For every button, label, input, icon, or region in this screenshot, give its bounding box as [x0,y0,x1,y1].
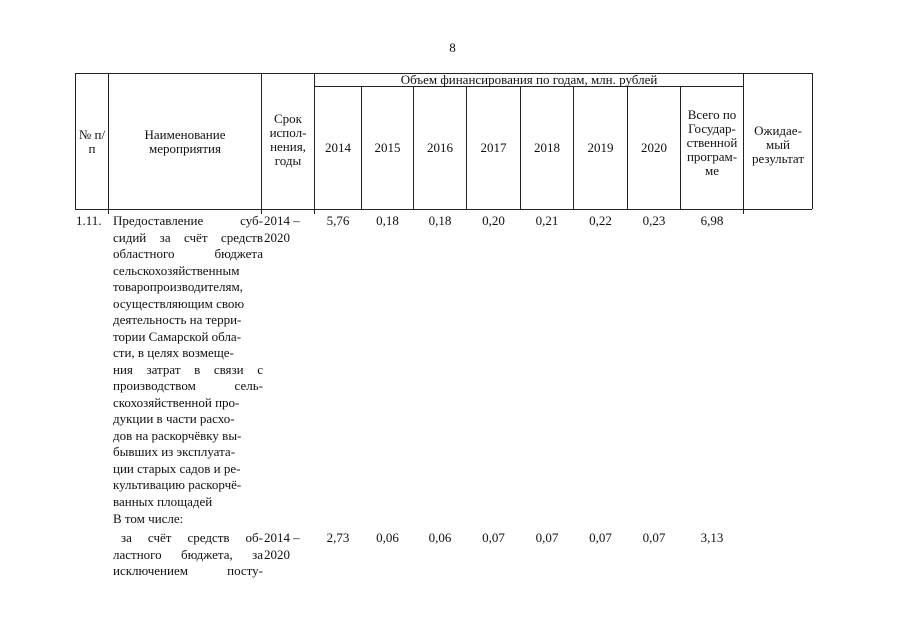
value-2014: 5,76 [326,213,350,228]
row-name [113,213,263,510]
header-funding: Объем финансирования по годам, млн. рублей [400,71,658,87]
name-line: бывших из эксплуата- [113,444,236,459]
row-number: 1.11. [76,213,102,228]
name-line: культивацию раскорчё- [113,477,242,492]
term-line: 2020 [264,229,290,245]
name-line: ции старых садов и ре- [113,460,241,476]
name-line: за счёт средств об- [121,530,263,545]
name-line: областного бюджета [113,246,263,261]
header-year-2019: 2019 [587,140,614,155]
name-line: осуществляющим свою [113,295,245,311]
header-year-2017: 2017 [480,140,507,155]
value-2020: 0,07 [642,530,666,545]
header-result: Ожидае-мый результат [751,123,805,166]
row-name [113,511,263,528]
value-2018: 0,21 [535,213,559,228]
header-total: Всего по Государ-ственной програм-ме [686,107,738,178]
value-total: 3,13 [700,530,724,545]
row-name [113,530,263,580]
value-2019: 0,22 [589,213,612,228]
page-number: 8 [449,40,456,55]
name-line: сти, в целях возмеще- [113,345,234,360]
name-line: тории Самарской обла- [113,328,242,344]
name-line: исключением посту- [113,563,263,578]
name-line: производством сель- [113,378,263,393]
name-line: сидий за счёт средств [113,229,263,245]
value-2015: 0,06 [376,530,399,545]
value-2017: 0,20 [482,213,505,228]
name-line: Предоставление суб- [113,213,263,228]
header-term: Срок испол-нения, годы [269,111,307,168]
row-term [264,213,312,246]
name-line: В том числе: [113,511,184,526]
header-year-2018: 2018 [534,140,560,155]
header-year-2015: 2015 [374,140,401,155]
value-2019: 0,07 [589,530,612,545]
header-year-2014: 2014 [325,140,351,155]
name-line: скохозяйственной про- [113,394,240,410]
value-2015: 0,18 [376,213,399,228]
value-2020: 0,23 [642,213,666,228]
name-line: дов на раскорчёвку вы- [113,427,242,443]
row-term [264,530,312,563]
value-total: 6,98 [700,213,724,228]
term-line: 2020 [264,546,290,562]
name-line: дукции в части расхо- [113,411,235,426]
name-line: ластного бюджета, за [113,546,263,562]
name-line: деятельность на терри- [113,312,242,327]
header-year-2020: 2020 [641,140,667,155]
term-line: 2014 – [264,530,300,545]
name-line: сельскохозяйственным [113,262,240,278]
value-2016: 0,18 [428,213,452,228]
value-2018: 0,07 [535,530,559,545]
header-num: № п/п [78,127,106,156]
name-line: товаропроизводителям, [113,279,243,294]
value-2017: 0,07 [482,530,505,545]
term-line: 2014 – [264,213,300,228]
value-2016: 0,06 [428,530,452,545]
value-2014: 2,73 [326,530,350,545]
header-year-2016: 2016 [427,140,453,155]
header-name: Наименование мероприятия [144,127,226,156]
name-line: ванных площадей [113,493,213,509]
name-line: ния затрат в связи с [113,361,263,377]
